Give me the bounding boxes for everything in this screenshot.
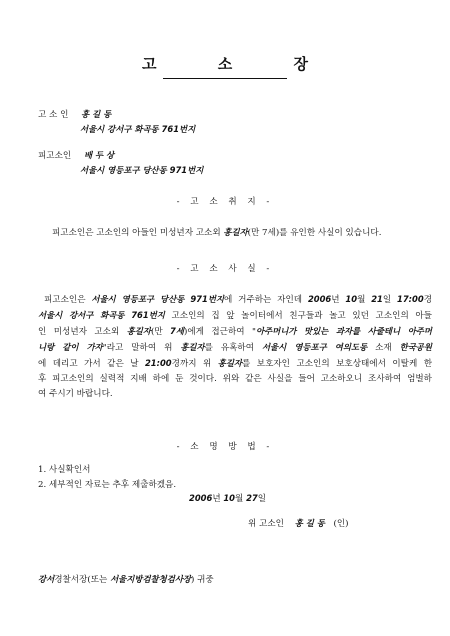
- evidence-item-2: 2. 세부적인 자료는 추후 제출하겠음.: [38, 480, 177, 490]
- purpose-heading: - 고 소 취 지 -: [176, 197, 274, 207]
- facts-heading: - 고 소 사 실 -: [176, 264, 274, 274]
- accused-name: 배 두 상: [83, 150, 115, 160]
- facts-line: [38, 356, 432, 372]
- handwritten-fill: 아주머니가 맛있는 과자를 사줄테니 아주머: [255, 326, 432, 336]
- handwritten-fill: 홍길자: [180, 342, 205, 352]
- complainant-address: 서울시 강서구 화곡동 761번지: [80, 124, 196, 134]
- handwritten-fill: 홍길자: [217, 358, 243, 368]
- complainant-name: 홍 길 동: [81, 109, 112, 119]
- handwritten-fill: 한국공원: [399, 342, 432, 352]
- recipient-line: 강서경찰서장(또는 서울지방검찰청검사장) 귀중: [38, 574, 214, 585]
- facts-line: [38, 340, 432, 356]
- signature-name: 홍 길 동: [294, 518, 325, 528]
- evidence-heading: - 소 명 방 법 -: [176, 442, 274, 452]
- handwritten-fill: 10: [345, 294, 358, 304]
- printed-text: 여 주시기 바랍니다.: [38, 389, 113, 399]
- purpose-text: 피고소인은 고소인의 아들인 미성년자 고소외 홍길자(만 7세)를 유인한 사실이 있습니다.: [52, 227, 382, 238]
- signature-seal: (인): [333, 519, 349, 529]
- accused-address: 서울시 영등포구 당산동 971번지: [80, 165, 204, 175]
- handwritten-fill: 21:00: [144, 358, 172, 368]
- accused-label: 피고소인: [38, 151, 72, 161]
- filing-date: 2006년 10월 27일: [189, 493, 267, 504]
- printed-text: 에 거주하는 자인데: [224, 295, 308, 305]
- printed-text: 고소인의 집 앞 놀이터에서 친구들과 놀고 있던 고소인의 아들: [164, 311, 432, 321]
- handwritten-fill: 7세: [170, 326, 184, 336]
- handwritten-fill: 서울시 영등포구 여의도동: [261, 342, 368, 352]
- document-title: 고 소 장: [142, 55, 336, 73]
- evidence-item-1: 1. 사실확인서: [38, 465, 91, 475]
- handwritten-fill: 서울시 영등포구 당산동 971번지: [91, 294, 224, 304]
- printed-text: 일: [382, 295, 398, 305]
- printed-text: 소재: [367, 343, 400, 353]
- printed-text: 후 피고소인의 실력적 지배 하에 둔 것이다. 위와 같은 사실을 들어 고소하오니 조사하여 엄벌하: [38, 374, 432, 384]
- facts-line: [38, 372, 432, 387]
- accused-line: [38, 151, 114, 161]
- handwritten-fill: 홍길자: [126, 326, 151, 336]
- title-underline: [163, 78, 287, 79]
- handwritten-fill: 21: [371, 294, 383, 304]
- handwritten-fill: 17:00: [397, 294, 424, 304]
- printed-text: "라고 말하여 위: [102, 343, 181, 353]
- printed-text: )에게 접근하여 ": [183, 327, 256, 337]
- printed-text: (만: [150, 327, 171, 337]
- printed-text: 에 데리고 가서 같은 날: [38, 359, 145, 369]
- printed-text: 경: [423, 295, 433, 305]
- complainant-line: [38, 110, 111, 120]
- handwritten-fill: 2006: [307, 294, 332, 304]
- printed-text: 를 유혹하여: [204, 343, 262, 353]
- printed-text: 년: [331, 295, 346, 305]
- facts-paragraph: [38, 292, 432, 402]
- facts-line: [38, 324, 432, 340]
- facts-line: [38, 308, 432, 324]
- facts-line: [38, 292, 432, 308]
- printed-text: 경까지 위: [171, 359, 218, 369]
- handwritten-fill: 니랑 같이 가자: [38, 342, 103, 352]
- handwritten-fill: 서울시 강서구 화곡동 761번지: [38, 310, 165, 320]
- printed-text: 피고소인은: [44, 295, 92, 305]
- signature-line: [248, 519, 349, 529]
- complainant-label: 고 소 인: [38, 110, 69, 120]
- printed-text: 인 미성년자 고소외: [38, 327, 127, 337]
- facts-line: [38, 387, 432, 402]
- printed-text: 를 보호자인 고소인의 보호상태에서 이탈케 한: [242, 359, 433, 369]
- printed-text: 월: [357, 295, 372, 305]
- signature-prefix: 위 고소인: [248, 519, 284, 529]
